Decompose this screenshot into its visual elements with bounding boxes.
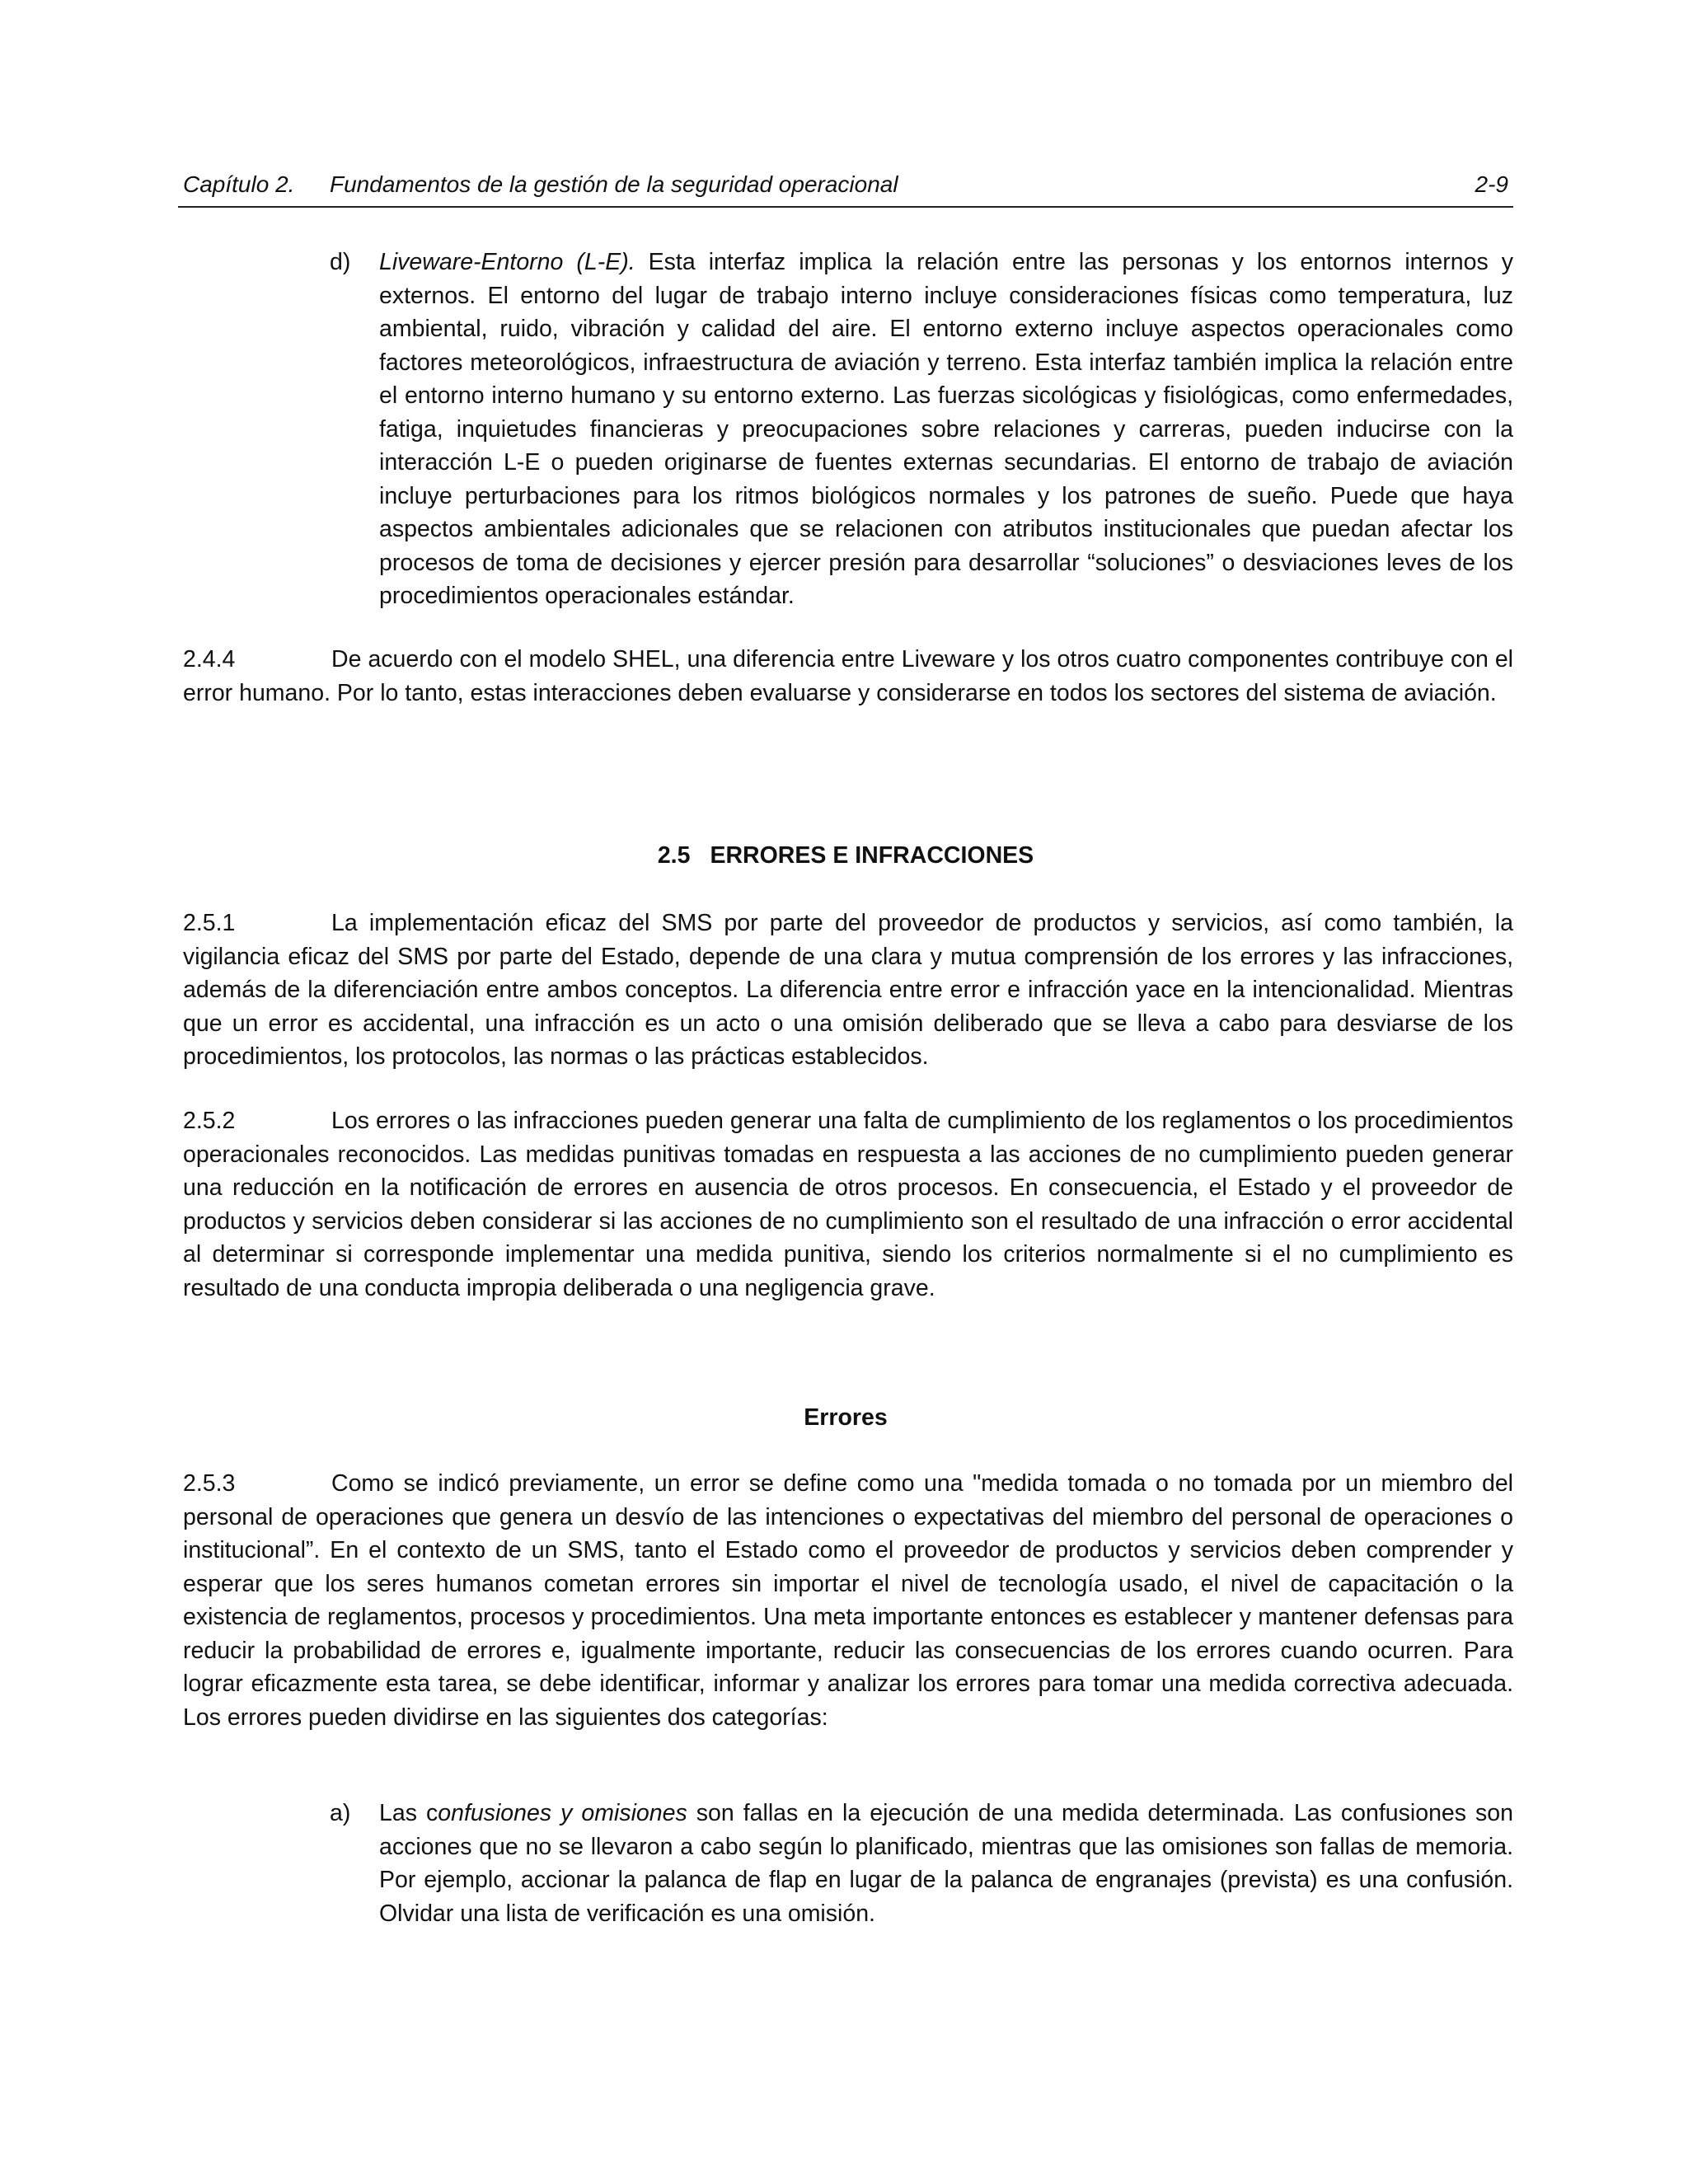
chapter-title: Fundamentos de la gestión de la seguridad operacional bbox=[330, 171, 898, 197]
list-item-text: Esta interfaz implica la relación entre las personas y los entornos internos y externos. El entorno del lugar de trabajo interno incluye consideraciones físicas como temperatura, luz ambiental, ruido, vibración y calidad del aire. El entorno externo incluye aspectos operacionales como factores meteorológicos, infraestructura de aviación y terreno. Esta interfaz también implica la relación entre el entorno interno humano y su entorno externo. Las fuerzas sicológicas y fisiológicas, como enfermedades, fatiga, inquietudes financieras y preocupaciones sobre relaciones y carreras, pueden inducirse con la interacción L-E o pueden originarse de fuentes externas secundarias. El entorno de trabajo de aviación incluye perturbaciones para los ritmos biológicos normales y los patrones de sueño. Puede que haya aspectos ambientales adicionales que se relacionen con atributos institucionales que puedan afectar los procesos de toma de decisiones y ejercer presión para desarrollar “soluciones” o desviaciones leves de los procedimientos operacionales estándar. bbox=[379, 249, 1513, 609]
section-title: ERRORES E INFRACCIONES bbox=[710, 842, 1034, 869]
paragraph-2-4-4 bbox=[183, 643, 1513, 710]
paragraph-number: 2.5.3 bbox=[183, 1470, 236, 1497]
paragraph-text: Los errores o las infracciones pueden generar una falta de cumplimiento de los reglamentos o los procedimientos operacionales reconocidos. Las medidas punitivas tomadas en respuesta a las acciones de no cumplimiento pueden generar una reducción en la notificación de errores en ausencia de otros procesos. En consecuencia, el Estado y el proveedor de productos y servicios deben considerar si las acciones de no cumplimiento son el resultado de una infracción o error accidental al determinar si corresponde implementar una medida punitiva, siendo los criterios normalmente si el no cumplimiento es resultado de una conducta impropia deliberada o una negligencia grave. bbox=[183, 1108, 1513, 1301]
subheading-errores: Errores bbox=[804, 1404, 888, 1431]
page-number: 2-9 bbox=[1475, 171, 1508, 197]
list-item-term: onfusiones y omisiones bbox=[438, 1800, 687, 1826]
list-marker: a) bbox=[330, 1800, 351, 1826]
paragraph-2-5-2 bbox=[183, 1104, 1513, 1305]
paragraph-number: 2.5.1 bbox=[183, 910, 236, 936]
paragraph-text: La implementación eficaz del SMS por parte del proveedor de productos y servicios, así como también, la vigilancia eficaz del SMS por parte del Estado, depende de una clara y mutua comprensión de los errores y las infracciones, además de la diferenciación entre ambos conceptos. La diferencia entre error e infracción yace en la intencionalidad. Mientras que un error es accidental, una infracción es un acto o una omisión deliberado que se lleva a cabo para desviarse de los procedimientos, los protocolos, las normas o las prácticas establecidos. bbox=[183, 910, 1513, 1070]
paragraph-2-5-3 bbox=[183, 1467, 1513, 1734]
list-item-lead: Las c bbox=[379, 1800, 438, 1826]
list-item-d bbox=[330, 246, 1513, 613]
chapter-label: Capítulo 2. bbox=[183, 171, 295, 197]
list-marker: d) bbox=[330, 249, 351, 275]
paragraph-text: Como se indicó previamente, un error se define como una "medida tomada o no tomada por un miembro del personal de operaciones que genera un desvío de las intenciones o expectativas del miembro del personal de operaciones o institucional”. En el contexto de un SMS, tanto el Estado como el proveedor de productos y servicios deben comprender y esperar que los seres humanos cometan errores sin importar el nivel de tecnología usado, el nivel de capacitación o la existencia de reglamentos, procesos y procedimientos. Una meta importante entonces es establecer y mantener defensas para reducir la probabilidad de errores e, igualmente importante, reducir las consecuencias de los errores cuando ocurren. Para lograr eficazmente esta tarea, se debe identificar, informar y analizar los errores para tomar una medida correctiva adecuada. Los errores pueden dividirse en las siguientes dos categorías: bbox=[183, 1470, 1513, 1731]
paragraph-number: 2.5.2 bbox=[183, 1108, 236, 1134]
running-header bbox=[178, 165, 1513, 208]
paragraph-number: 2.4.4 bbox=[183, 646, 236, 673]
paragraph-text: De acuerdo con el modelo SHEL, una diferencia entre Liveware y los otros cuatro componentes contribuye con el error humano. Por lo tanto, estas interacciones deben evaluarse y considerarse en todos los sectores del sistema de aviación. bbox=[183, 646, 1513, 706]
list-item-text: son fallas en la ejecución de una medida determinada. Las confusiones son acciones que no se llevaron a cabo según lo planificado, mientras que las omisiones son fallas de memoria. Por ejemplo, accionar la palanca de flap en lugar de la palanca de engranajes (prevista) es una confusión. Olvidar una lista de verificación es una omisión. bbox=[379, 1800, 1514, 1927]
list-item-term: Liveware-Entorno (L-E). bbox=[379, 249, 635, 275]
list-item-a bbox=[330, 1797, 1514, 1930]
section-number: 2.5 bbox=[657, 842, 691, 869]
paragraph-2-5-1 bbox=[183, 907, 1513, 1074]
section-heading-2-5 bbox=[178, 839, 1513, 872]
